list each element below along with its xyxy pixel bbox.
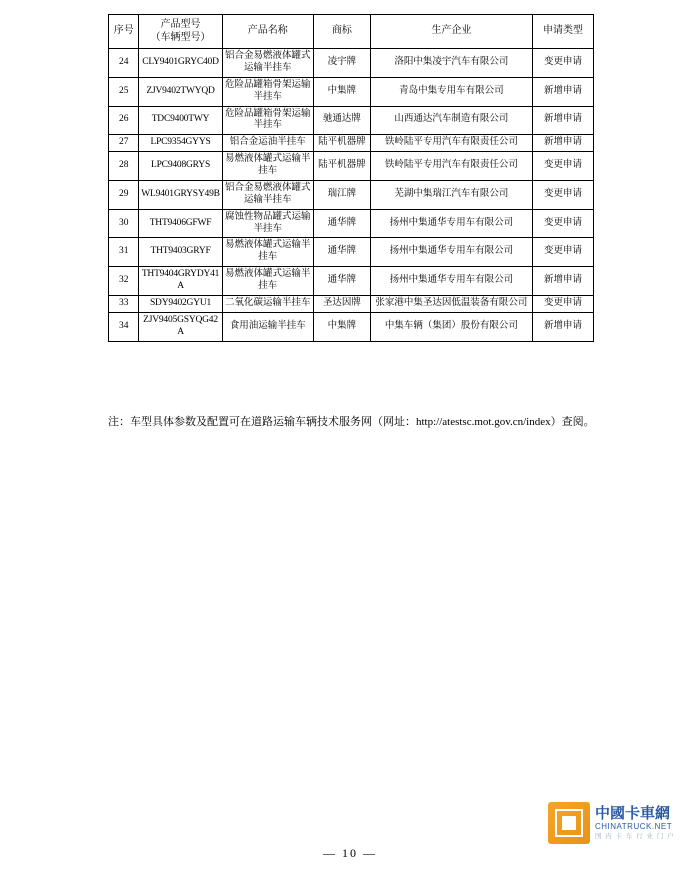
cell-brand: 陆平机器牌 bbox=[313, 152, 370, 181]
cell-model: ZJV9402TWYQD bbox=[139, 77, 222, 106]
cell-brand: 驰通达牌 bbox=[313, 106, 370, 135]
cell-manufacturer: 中集车辆（集团）股份有限公司 bbox=[370, 312, 532, 341]
cell-brand: 凌宇牌 bbox=[313, 49, 370, 78]
cell-manufacturer: 洛阳中集凌宇汽车有限公司 bbox=[370, 49, 532, 78]
cell-index: 30 bbox=[109, 209, 139, 238]
header-product-name: 产品名称 bbox=[222, 15, 313, 49]
cell-index: 29 bbox=[109, 180, 139, 209]
cell-product-name: 易燃液体罐式运输半挂车 bbox=[222, 267, 313, 296]
table-row bbox=[109, 106, 594, 135]
cell-product-name: 危险品罐箱骨架运输半挂车 bbox=[222, 106, 313, 135]
cell-manufacturer: 青岛中集专用车有限公司 bbox=[370, 77, 532, 106]
watermark-text bbox=[595, 806, 675, 839]
cell-product-name: 铝合金易燃液体罐式运输半挂车 bbox=[222, 180, 313, 209]
cell-product-name: 二氧化碳运输半挂车 bbox=[222, 295, 313, 312]
cell-brand: 陆平机器牌 bbox=[313, 135, 370, 152]
cell-model: WL9401GRYSY49B bbox=[139, 180, 222, 209]
cell-index: 32 bbox=[109, 267, 139, 296]
cell-model: CLY9401GRYC40D bbox=[139, 49, 222, 78]
table-row bbox=[109, 267, 594, 296]
cell-apply-type: 变更申请 bbox=[533, 238, 594, 267]
cell-manufacturer: 扬州中集通华专用车有限公司 bbox=[370, 267, 532, 296]
cell-manufacturer: 山西通达汽车制造有限公司 bbox=[370, 106, 532, 135]
cell-product-name: 危险品罐箱骨架运输半挂车 bbox=[222, 77, 313, 106]
cell-product-name: 铝合金易燃液体罐式运输半挂车 bbox=[222, 49, 313, 78]
cell-manufacturer: 铁岭陆平专用汽车有限责任公司 bbox=[370, 135, 532, 152]
table-body bbox=[109, 49, 594, 342]
cell-index: 24 bbox=[109, 49, 139, 78]
table-row bbox=[109, 135, 594, 152]
cell-brand: 瑞江牌 bbox=[313, 180, 370, 209]
table-row bbox=[109, 77, 594, 106]
header-model-line1: 产品型号 bbox=[160, 19, 201, 30]
cell-product-name: 铝合金运油半挂车 bbox=[222, 135, 313, 152]
cell-brand: 通华牌 bbox=[313, 267, 370, 296]
cell-index: 27 bbox=[109, 135, 139, 152]
vehicle-model-table bbox=[108, 14, 594, 342]
cell-model: THT9403GRYF bbox=[139, 238, 222, 267]
cell-brand: 中集牌 bbox=[313, 312, 370, 341]
header-index: 序号 bbox=[109, 15, 139, 49]
cell-apply-type: 变更申请 bbox=[533, 295, 594, 312]
cell-index: 26 bbox=[109, 106, 139, 135]
cell-index: 33 bbox=[109, 295, 139, 312]
table-row bbox=[109, 312, 594, 341]
cell-apply-type: 新增申请 bbox=[533, 106, 594, 135]
watermark-name-en: CHINATRUCK.NET bbox=[595, 821, 673, 831]
header-model bbox=[139, 15, 222, 49]
table-row bbox=[109, 49, 594, 78]
cell-brand: 圣达因牌 bbox=[313, 295, 370, 312]
cell-manufacturer: 芜湖中集瑞江汽车有限公司 bbox=[370, 180, 532, 209]
cell-apply-type: 新增申请 bbox=[533, 135, 594, 152]
cell-apply-type: 变更申请 bbox=[533, 180, 594, 209]
header-brand: 商标 bbox=[313, 15, 370, 49]
cell-brand: 通华牌 bbox=[313, 209, 370, 238]
cell-apply-type: 变更申请 bbox=[533, 152, 594, 181]
cell-manufacturer: 扬州中集通华专用车有限公司 bbox=[370, 238, 532, 267]
header-apply-type: 申请类型 bbox=[533, 15, 594, 49]
cell-index: 28 bbox=[109, 152, 139, 181]
table-row bbox=[109, 295, 594, 312]
cell-product-name: 腐蚀性物品罐式运输半挂车 bbox=[222, 209, 313, 238]
cell-index: 25 bbox=[109, 77, 139, 106]
table-header bbox=[109, 15, 594, 49]
header-model-line2: （车辆型号） bbox=[150, 31, 211, 43]
cell-model: LPC9408GRYS bbox=[139, 152, 222, 181]
cell-apply-type: 新增申请 bbox=[533, 77, 594, 106]
vehicle-model-table-wrap bbox=[108, 14, 594, 342]
table-note: 注：车型具体参数及配置可在道路运输车辆技术服务网（网址：http://atestsc.mot.gov.cn/index）查阅。 bbox=[108, 416, 595, 428]
cell-model: THT9406GFWF bbox=[139, 209, 222, 238]
cell-apply-type: 新增申请 bbox=[533, 312, 594, 341]
table-row bbox=[109, 152, 594, 181]
cell-apply-type: 变更申请 bbox=[533, 49, 594, 78]
cell-manufacturer: 扬州中集通华专用车有限公司 bbox=[370, 209, 532, 238]
cell-model: SDY9402GYU1 bbox=[139, 295, 222, 312]
cell-manufacturer: 张家港中集圣达因低温装备有限公司 bbox=[370, 295, 532, 312]
cell-apply-type: 新增申请 bbox=[533, 267, 594, 296]
watermark-logo-icon bbox=[548, 802, 590, 844]
cell-brand: 通华牌 bbox=[313, 238, 370, 267]
cell-index: 31 bbox=[109, 238, 139, 267]
cell-product-name: 易燃液体罐式运输半挂车 bbox=[222, 238, 313, 267]
watermark-name-cn: 中國卡車網 bbox=[595, 805, 671, 823]
watermark-tagline: 国 内 卡 车 行 业 门 户 bbox=[595, 832, 675, 840]
cell-product-name: 易燃液体罐式运输半挂车 bbox=[222, 152, 313, 181]
cell-brand: 中集牌 bbox=[313, 77, 370, 106]
cell-apply-type: 变更申请 bbox=[533, 209, 594, 238]
site-watermark bbox=[548, 800, 680, 846]
cell-index: 34 bbox=[109, 312, 139, 341]
page-number: — 10 — bbox=[323, 846, 377, 860]
table-row bbox=[109, 180, 594, 209]
table-header-row bbox=[109, 15, 594, 49]
table-row bbox=[109, 209, 594, 238]
cell-model: ZJV9405GSYQG42A bbox=[139, 312, 222, 341]
cell-product-name: 食用油运输半挂车 bbox=[222, 312, 313, 341]
cell-manufacturer: 铁岭陆平专用汽车有限责任公司 bbox=[370, 152, 532, 181]
table-row bbox=[109, 238, 594, 267]
cell-model: THT9404GRYDY41A bbox=[139, 267, 222, 296]
cell-model: LPC9354GYYS bbox=[139, 135, 222, 152]
cell-model: TDC9400TWY bbox=[139, 106, 222, 135]
header-manufacturer: 生产企业 bbox=[370, 15, 532, 49]
